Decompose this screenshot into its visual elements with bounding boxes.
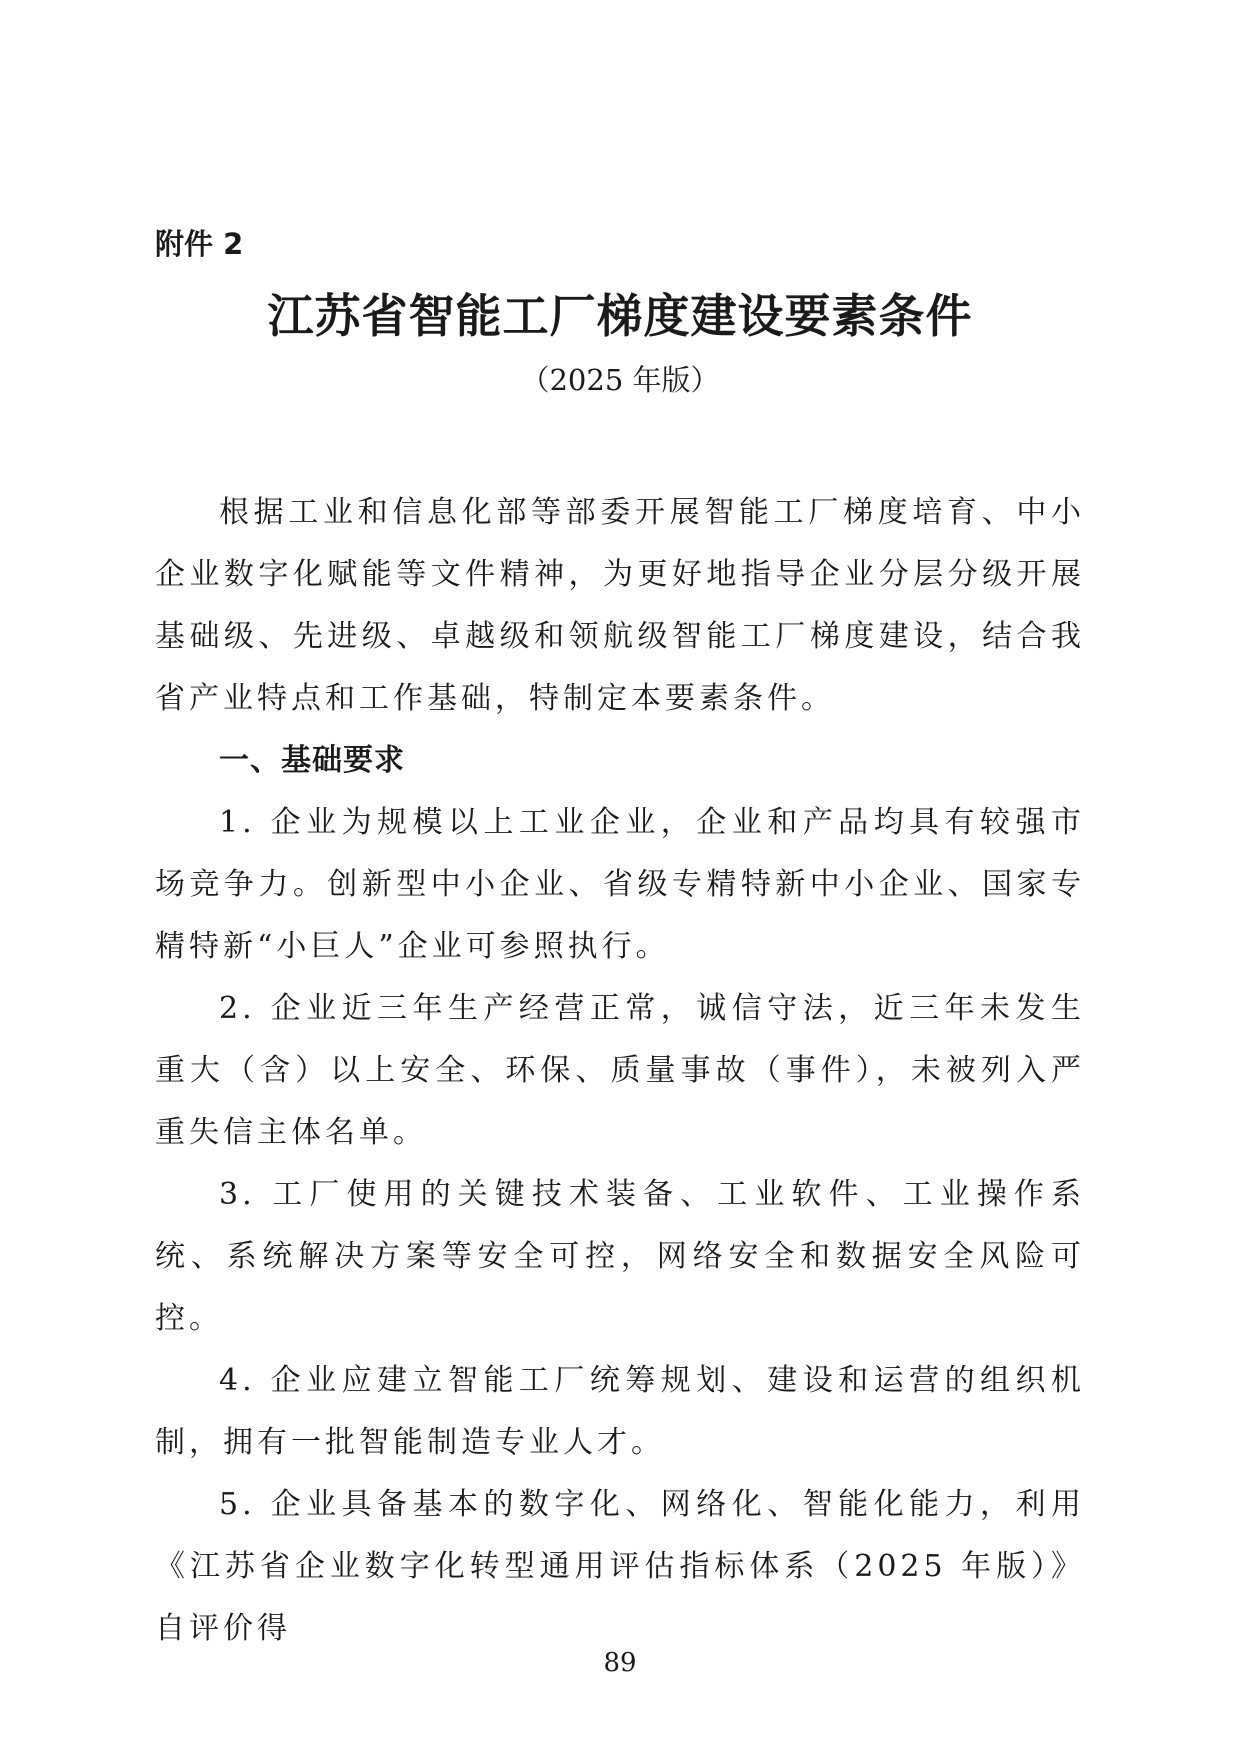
requirement-item-5: 5. 企业具备基本的数字化、网络化、智能化能力，利用《江苏省企业数字化转型通用评估指标体系（2025 年版）》自评价得: [155, 1487, 1085, 1646]
document-edition: （2025 年版）: [520, 363, 720, 397]
requirement-item-2: 2. 企业近三年生产经营正常，诚信守法，近三年未发生重大（含）以上安全、环保、质量事故（事件），未被列入严重失信主体名单。: [155, 991, 1085, 1150]
requirement-item-3: 3. 工厂使用的关键技术装备、工业软件、工业操作系统、系统解决方案等安全可控，网络安全和数据安全风险可控。: [155, 1177, 1085, 1336]
intro-paragraph: 根据工业和信息化部等部委开展智能工厂梯度培育、中小企业数字化赋能等文件精神，为更好地指导企业分层分级开展基础级、先进级、卓越级和领航级智能工厂梯度建设，结合我省产业特点和工作基础，特制定本要素条件。: [155, 495, 1085, 716]
document-title: 江苏省智能工厂梯度建设要素条件: [267, 289, 973, 343]
document-body: [155, 482, 1085, 1660]
requirement-item-1: 1. 企业为规模以上工业企业，企业和产品均具有较强市场竞争力。创新型中小企业、省级专精特新中小企业、国家专精特新“小巨人”企业可参照执行。: [155, 805, 1085, 964]
section-heading-basic-requirements: 一、基础要求: [219, 743, 405, 778]
requirement-item-4: 4. 企业应建立智能工厂统筹规划、建设和运营的组织机制，拥有一批智能制造专业人才。: [155, 1363, 1085, 1460]
attachment-label: 附件 2: [155, 227, 244, 261]
page-number: 89: [603, 1648, 637, 1678]
